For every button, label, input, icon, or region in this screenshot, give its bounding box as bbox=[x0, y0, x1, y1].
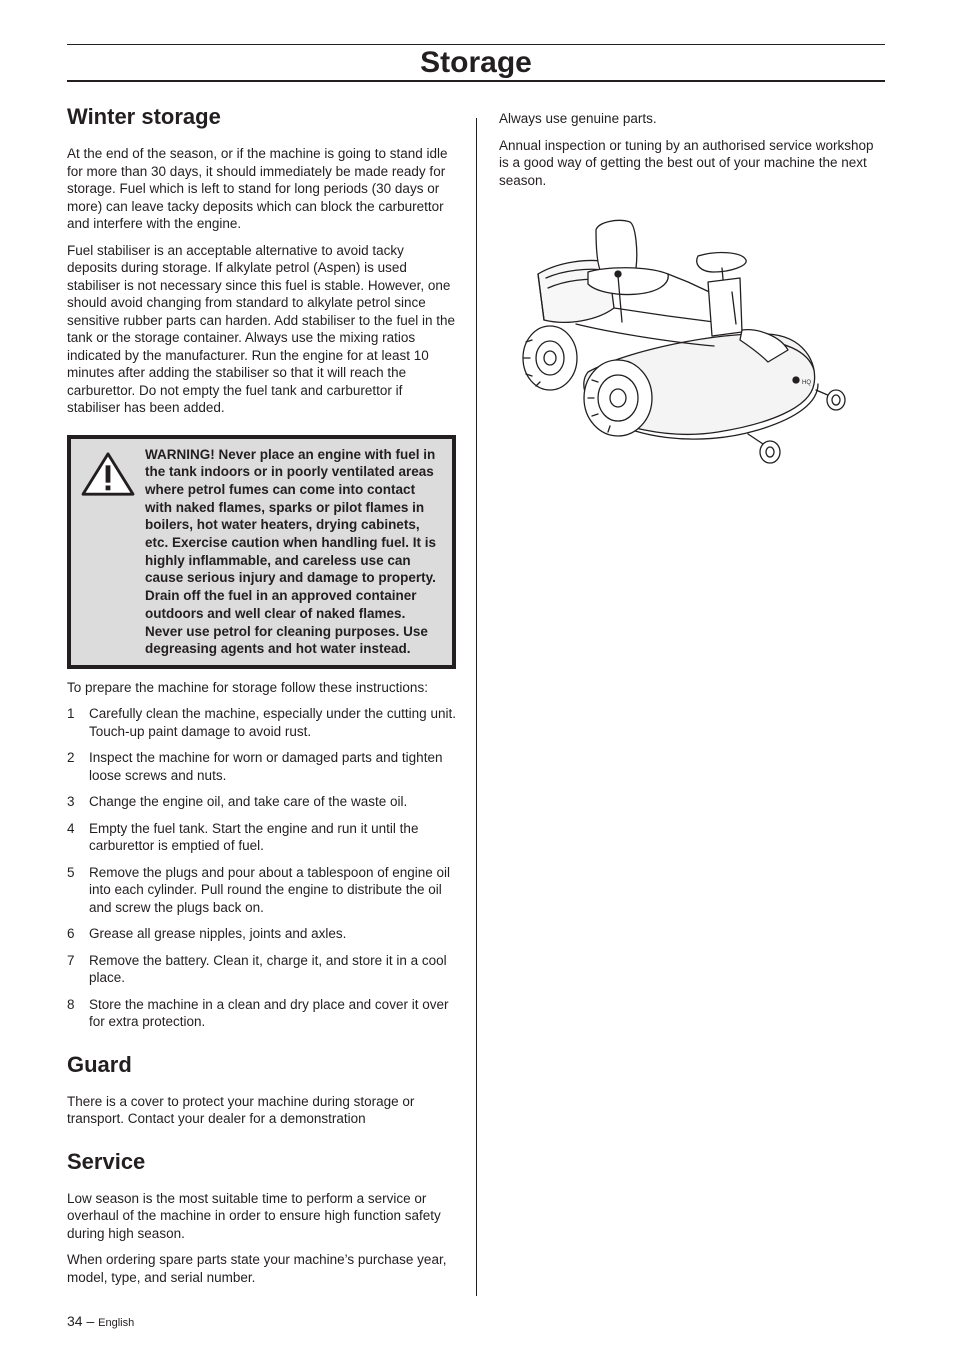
step-number: 5 bbox=[67, 864, 75, 880]
guard-paragraph: There is a cover to protect your machine during storage or transport. Contact your dealer for a demonstration bbox=[67, 1093, 415, 1127]
step-number: 2 bbox=[67, 750, 75, 766]
step-number: 1 bbox=[67, 706, 75, 722]
footer-language: English bbox=[98, 1317, 135, 1329]
right-paragraph: Annual inspection or tuning by an authorised service workshop is a good way of getting the best out of your machine the next season. bbox=[499, 137, 874, 188]
guard-heading: Guard bbox=[67, 1051, 132, 1077]
step-text: Grease all grease nipples, joints and axles. bbox=[89, 926, 347, 942]
winter-paragraph: At the end of the season, or if the machine is going to stand idle for more than 30 days, it should immediately be made ready for storage. Fuel which is left to stand for long periods (30 days or more) can leave tacky deposits which can block the carburettor and interfere with the engine. bbox=[67, 146, 448, 231]
service-paragraph: Low season is the most suitable time to perform a service or overhaul of the machine in order to ensure high function safety during high season. bbox=[67, 1190, 441, 1241]
service-paragraph: When ordering spare parts state your machine’s purchase year, model, type, and serial number. bbox=[67, 1252, 447, 1285]
step-text: Remove the plugs and pour about a tablespoon of engine oil into each cylinder. Pull round the engine to distribute the oil and screw the plugs back on. bbox=[89, 864, 451, 915]
step-number: 7 bbox=[67, 952, 75, 968]
page-number: 34 – bbox=[67, 1313, 95, 1329]
list-item bbox=[67, 793, 456, 811]
winter-storage-heading: Winter storage bbox=[67, 104, 221, 129]
rider-mower-illustration-icon bbox=[518, 212, 858, 470]
step-text: Store the machine in a clean and dry place and cover it over for extra protection. bbox=[89, 996, 449, 1030]
list-item bbox=[67, 952, 456, 987]
list-item bbox=[67, 749, 456, 784]
left-column bbox=[67, 103, 456, 1295]
svg-text:HQ: HQ bbox=[802, 380, 811, 386]
step-number: 3 bbox=[67, 794, 75, 810]
page-title: Storage bbox=[420, 46, 532, 79]
step-text: Carefully clean the machine, especially under the cutting unit. Touch-up paint damage to avoid rust. bbox=[89, 706, 456, 739]
storage-steps-list bbox=[67, 705, 456, 1031]
step-text: Remove the battery. Clean it, charge it, and store it in a cool place. bbox=[89, 952, 447, 986]
service-heading: Service bbox=[67, 1148, 146, 1174]
warning-box bbox=[67, 435, 456, 669]
column-divider bbox=[476, 118, 477, 1296]
step-number: 6 bbox=[67, 926, 75, 942]
list-item bbox=[67, 864, 456, 917]
header-rule-bottom bbox=[67, 80, 885, 82]
warning-text: WARNING! Never place an engine with fuel in the tank indoors or in poorly ventilated areas where petrol fumes can come into contact with naked flames, sparks or pilot flames in boilers, hot water heaters, drying cabinets, etc. Exercise caution when handling fuel. It is highly inflammable, and careless use can cause serious injury and damage to property. Drain off the fuel in an approved container outdoors and well clear of naked flames. Never use petrol for cleaning purposes. Use degreasing agents and hot water instead. bbox=[145, 446, 437, 657]
step-number: 8 bbox=[67, 996, 75, 1012]
page-footer bbox=[67, 1312, 134, 1332]
list-item bbox=[67, 820, 456, 855]
step-text: Change the engine oil, and take care of the waste oil. bbox=[89, 794, 408, 810]
step-text: Empty the fuel tank. Start the engine and run it until the carburettor is emptied of fuel. bbox=[89, 820, 419, 854]
step-number: 4 bbox=[67, 820, 75, 836]
winter-paragraph: Fuel stabiliser is an acceptable alternative to avoid tacky deposits during storage. If alkylate petrol (Aspen) is used stabiliser is not necessary since this fuel is stable. However, one should avoid changing from standard to alkylate petrol since sensitive rubber parts can harden. Add stabiliser to the fuel in the tank or the storage container. Always use the mixing ratios indicated by the manufacturer. Run the engine for at least 10 minutes after adding the stabiliser so that it will reach the carburettor. Do not empty the fuel tank and carburettor if stabiliser has been added. bbox=[67, 242, 455, 415]
right-paragraph: Always use genuine parts. bbox=[499, 111, 657, 126]
steps-intro: To prepare the machine for storage follow these instructions: bbox=[67, 679, 428, 695]
list-item bbox=[67, 705, 456, 740]
step-text: Inspect the machine for worn or damaged parts and tighten loose screws and nuts. bbox=[89, 750, 443, 783]
warning-triangle-icon bbox=[79, 450, 137, 498]
list-item bbox=[67, 996, 456, 1031]
list-item bbox=[67, 925, 456, 943]
right-column bbox=[499, 110, 885, 198]
